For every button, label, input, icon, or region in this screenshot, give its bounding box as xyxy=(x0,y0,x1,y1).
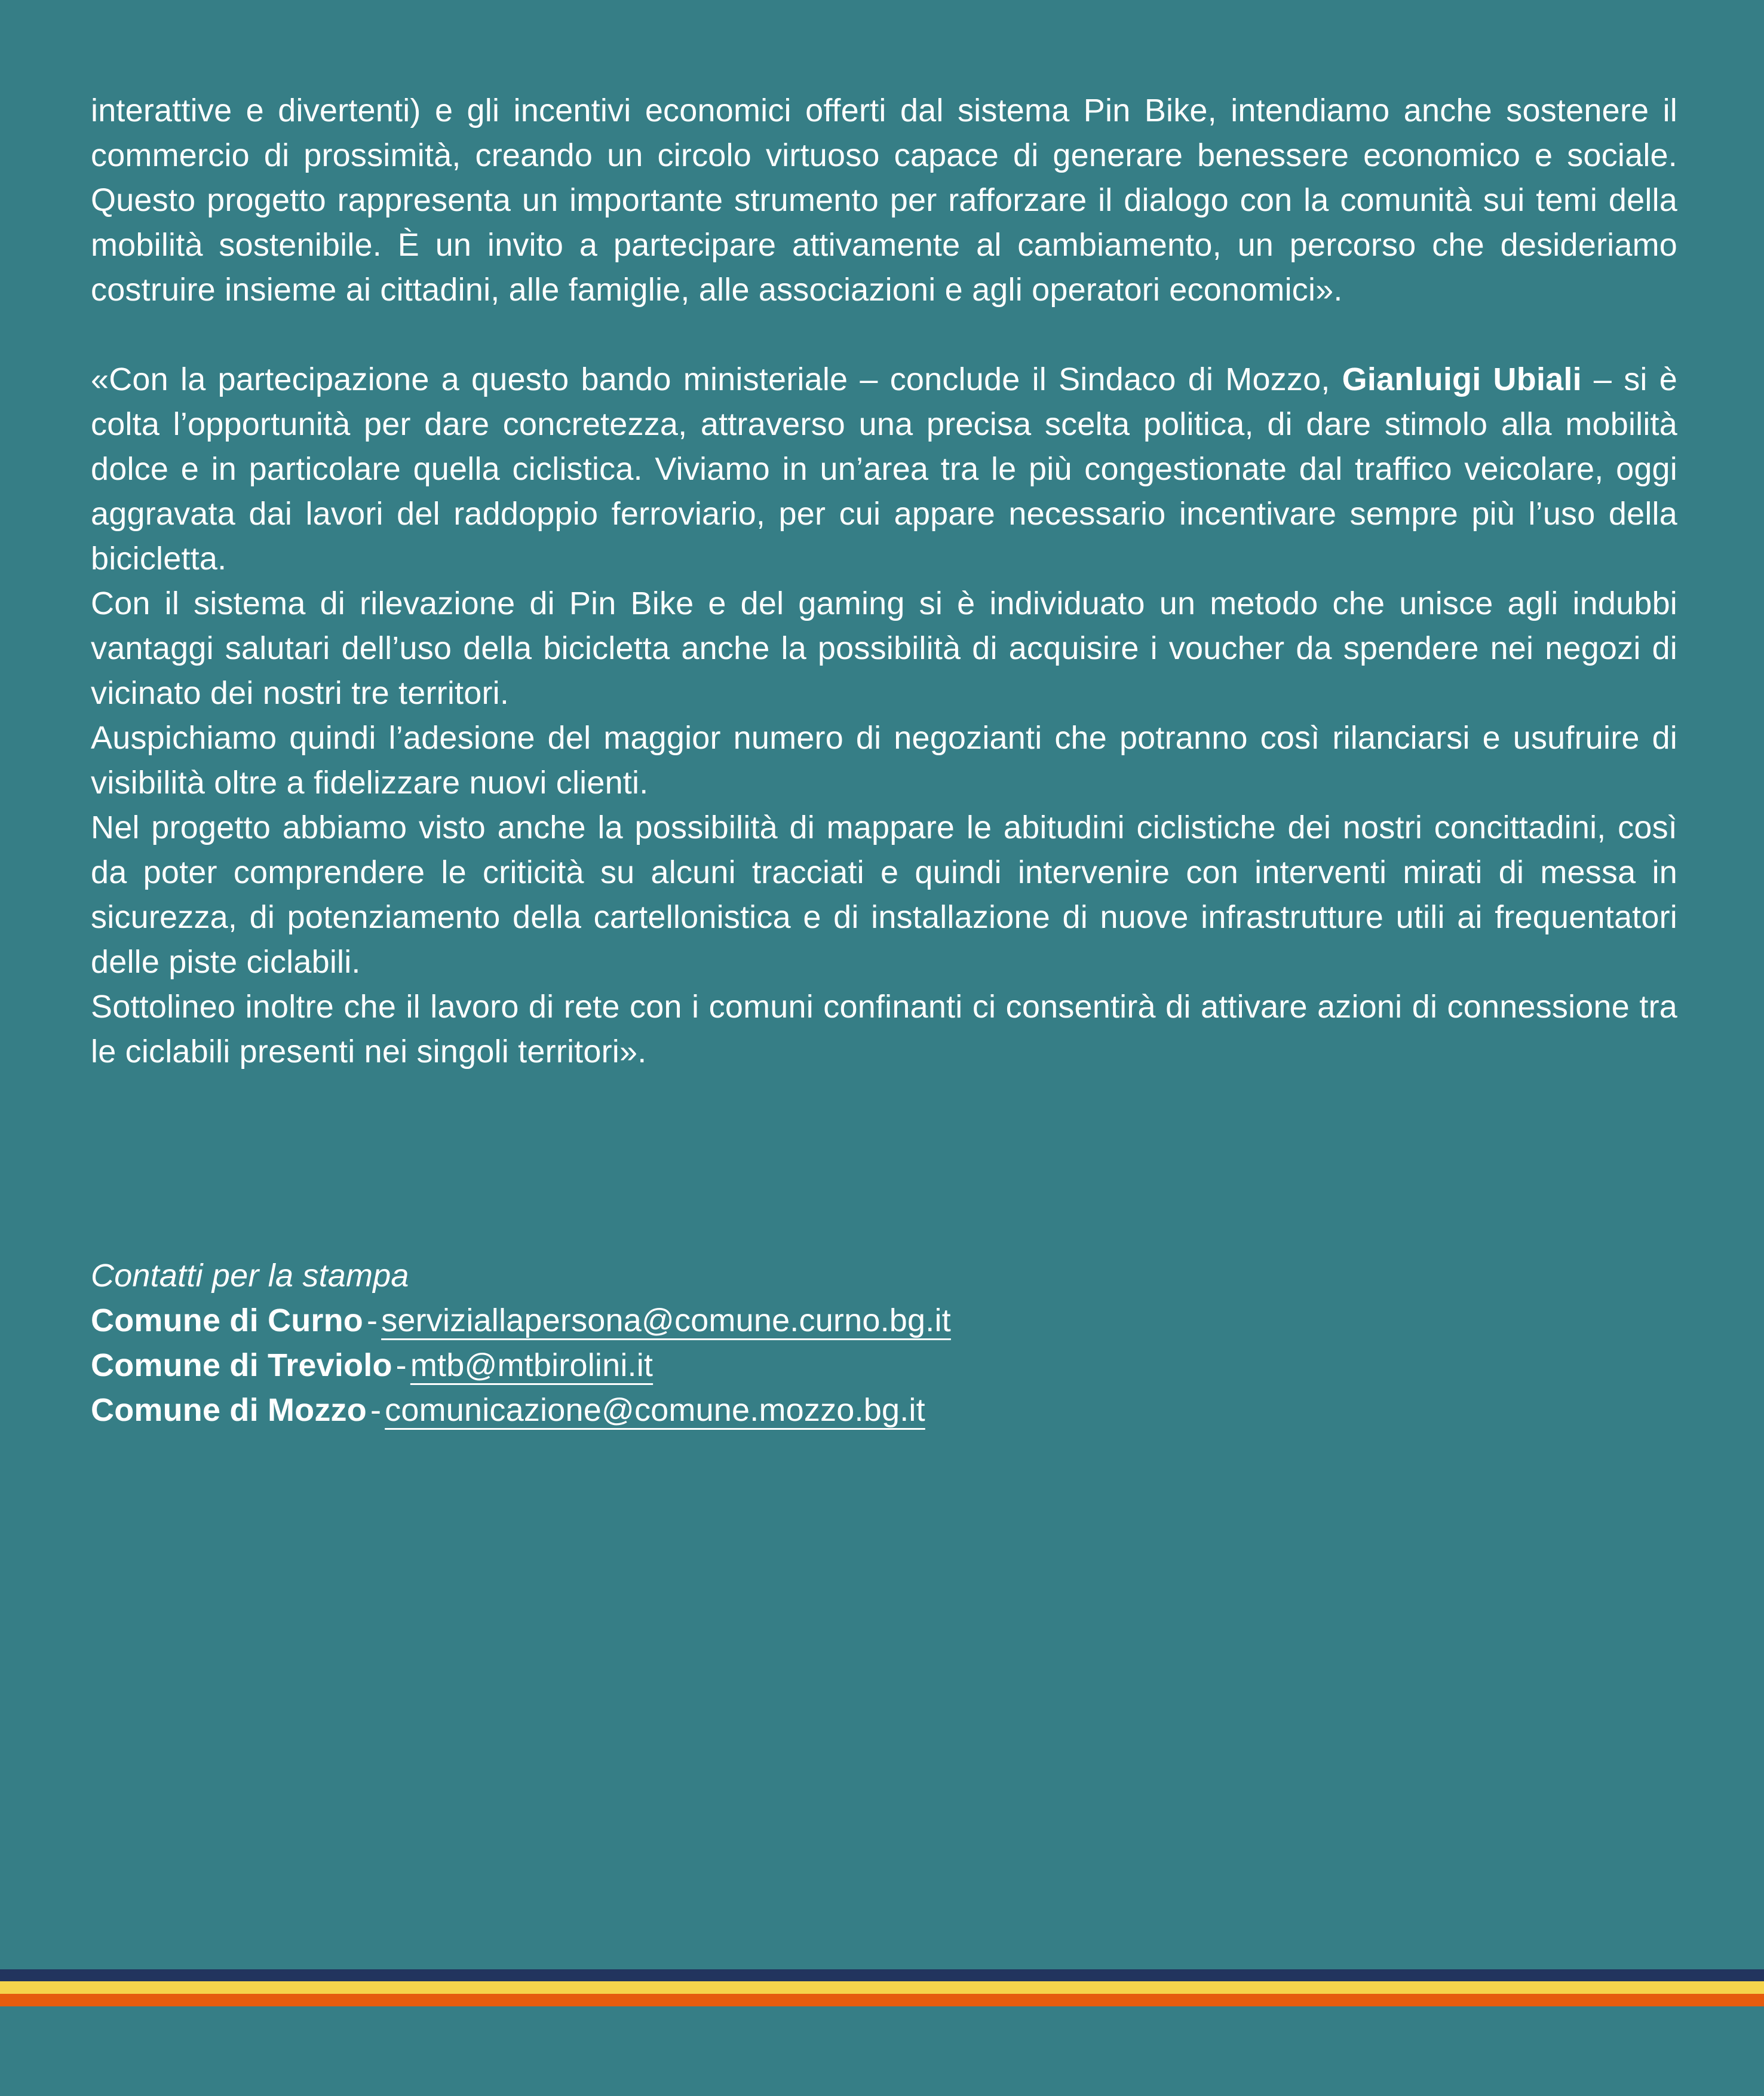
mayor-name: Gianluigi Ubiali xyxy=(1342,361,1582,397)
quote-lead-text: «Con la partecipazione a questo bando ministeriale – conclude il Sindaco di Mozzo, xyxy=(91,361,1342,397)
paragraph-shopkeepers: Auspichiamo quindi l’adesione del maggior numero di negozianti che potranno così rilanciarsi e usufruire di visibilità oltre a fidelizzare nuovi clienti. xyxy=(91,720,1677,801)
footer-stripe-navy xyxy=(0,1969,1764,1981)
contact-name: Comune di Treviolo xyxy=(91,1347,392,1383)
contact-name: Comune di Curno xyxy=(91,1303,363,1338)
paragraph-quote-mayor xyxy=(91,357,1677,581)
press-release-body xyxy=(91,88,1677,1433)
contact-row-mozzo xyxy=(91,1388,1677,1433)
contact-email-link[interactable]: serviziallapersona@comune.curno.bg.it xyxy=(381,1303,951,1338)
quote-rest-text: – si è colta l’opportunità per dare concretezza, attraverso una precisa scelta politica, di dare stimolo alla mobilità dolce e in particolare quella ciclistica. Viviamo in un’area tra le più congestionate dal traffico veicolare, oggi aggravata dai lavori del raddoppio ferroviario, per cui appare necessario incentivare sempre più l’uso della bicicletta. xyxy=(91,361,1677,577)
footer-stripe-yellow xyxy=(0,1981,1764,1994)
paragraph-network: Sottolineo inoltre che il lavoro di rete con i comuni confinanti ci consentirà di attivare azioni di connessione tra le ciclabili presenti nei singoli territori». xyxy=(91,989,1677,1070)
contact-email-link[interactable]: comunicazione@comune.mozzo.bg.it xyxy=(385,1392,925,1428)
contact-row-treviolo xyxy=(91,1343,1677,1388)
paragraph-intro: interattive e divertenti) e gli incentivi economici offerti dal sistema Pin Bike, intendiamo anche sostenere il commercio di prossimità, creando un circolo virtuoso capace di generare benessere economico e sociale. Questo progetto rappresenta un importante strumento per rafforzare il dialogo con la comunità sui temi della mobilità sostenibile. È un invito a partecipare attivamente al cambiamento, un percorso che desideriamo costruire insieme ai cittadini, alle famiglie, alle associazioni e agli operatori economici». xyxy=(91,93,1677,308)
footer-stripe-orange xyxy=(0,1994,1764,2006)
contact-row-curno xyxy=(91,1298,1677,1343)
contact-separator: - xyxy=(395,1347,407,1383)
press-contacts-heading: Contatti per la stampa xyxy=(91,1258,409,1294)
contact-email-link[interactable]: mtb@mtbirolini.it xyxy=(410,1347,654,1383)
contact-separator: - xyxy=(366,1303,378,1338)
contact-name: Comune di Mozzo xyxy=(91,1392,367,1428)
paragraph-mapping: Nel progetto abbiamo visto anche la possibilità di mappare le abitudini ciclistiche dei nostri concittadini, così da poter comprendere le criticità su alcuni tracciati e quindi intervenire con interventi mirati di messa in sicurezza, di potenziamento della cartellonistica e di installazione di nuove infrastrutture utili ai frequentatori delle piste ciclabili. xyxy=(91,810,1677,980)
contact-separator: - xyxy=(370,1392,382,1428)
paragraph-pinbike-system: Con il sistema di rilevazione di Pin Bike e del gaming si è individuato un metodo che unisce agli indubbi vantaggi salutari dell’uso della bicicletta anche la possibilità di acquisire i voucher da spendere nei negozi di vicinato dei nostri tre territori. xyxy=(91,586,1677,711)
press-contacts-section xyxy=(91,1254,1677,1433)
